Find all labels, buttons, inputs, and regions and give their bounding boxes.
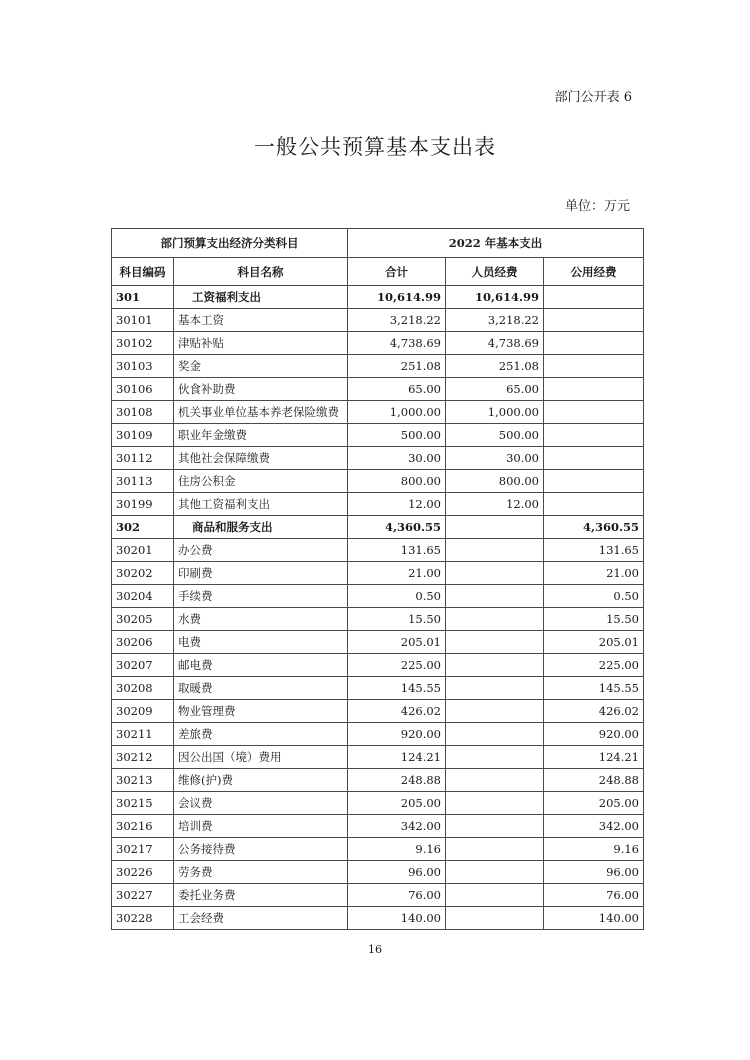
row-code: 30204: [112, 585, 174, 608]
row-name: 因公出国（境）费用: [174, 746, 348, 769]
row-name: 劳务费: [174, 861, 348, 884]
unit-label: 单位：万元: [564, 199, 630, 214]
row-personnel: [446, 884, 544, 907]
row-name: 手续费: [174, 585, 348, 608]
table-row: [112, 516, 644, 539]
row-total: 30.00: [348, 447, 446, 470]
row-name: 商品和服务支出: [174, 516, 348, 539]
row-personnel: 30.00: [446, 447, 544, 470]
row-code: 30208: [112, 677, 174, 700]
row-code: 30113: [112, 470, 174, 493]
row-code: 30226: [112, 861, 174, 884]
row-personnel: [446, 861, 544, 884]
row-code: 301: [112, 286, 174, 309]
row-name: 水费: [174, 608, 348, 631]
row-total: 131.65: [348, 539, 446, 562]
row-total: 225.00: [348, 654, 446, 677]
row-name: 津贴补贴: [174, 332, 348, 355]
row-public: [544, 424, 644, 447]
table-row: [112, 562, 644, 585]
row-name: 其他社会保障缴费: [174, 447, 348, 470]
row-public: [544, 470, 644, 493]
row-code: 302: [112, 516, 174, 539]
row-code: 30213: [112, 769, 174, 792]
row-name: 公务接待费: [174, 838, 348, 861]
row-personnel: 800.00: [446, 470, 544, 493]
row-name: 住房公积金: [174, 470, 348, 493]
row-total: 140.00: [348, 907, 446, 930]
table-row: [112, 815, 644, 838]
row-name: 办公费: [174, 539, 348, 562]
row-code: 30201: [112, 539, 174, 562]
row-name: 维修(护)费: [174, 769, 348, 792]
row-name: 奖金: [174, 355, 348, 378]
row-total: 9.16: [348, 838, 446, 861]
row-personnel: [446, 907, 544, 930]
row-public: [544, 493, 644, 516]
row-personnel: [446, 562, 544, 585]
row-code: 30103: [112, 355, 174, 378]
table-row: [112, 539, 644, 562]
row-personnel: [446, 631, 544, 654]
row-public: [544, 309, 644, 332]
column-header-name: 科目名称: [174, 258, 348, 286]
row-total: 10,614.99: [348, 286, 446, 309]
row-public: 342.00: [544, 815, 644, 838]
row-name: 工会经费: [174, 907, 348, 930]
row-code: 30209: [112, 700, 174, 723]
table-row: [112, 424, 644, 447]
row-personnel: [446, 516, 544, 539]
row-code: 30205: [112, 608, 174, 631]
row-code: 30112: [112, 447, 174, 470]
row-personnel: 500.00: [446, 424, 544, 447]
row-public: 205.01: [544, 631, 644, 654]
form-number: 部门公开表 6: [554, 90, 632, 105]
row-public: [544, 447, 644, 470]
row-personnel: [446, 746, 544, 769]
row-public: 225.00: [544, 654, 644, 677]
row-code: 30228: [112, 907, 174, 930]
row-public: 124.21: [544, 746, 644, 769]
row-personnel: 251.08: [446, 355, 544, 378]
row-name: 印刷费: [174, 562, 348, 585]
row-public: [544, 355, 644, 378]
row-total: 12.00: [348, 493, 446, 516]
row-public: 920.00: [544, 723, 644, 746]
row-personnel: 65.00: [446, 378, 544, 401]
table-row: [112, 309, 644, 332]
row-code: 30216: [112, 815, 174, 838]
row-public: 9.16: [544, 838, 644, 861]
header-classification: 部门预算支出经济分类科目: [112, 229, 348, 258]
row-total: 96.00: [348, 861, 446, 884]
header-basic-expenditure: 2022 年基本支出: [348, 229, 644, 258]
table-row: [112, 677, 644, 700]
row-public: [544, 332, 644, 355]
table-row: [112, 378, 644, 401]
row-code: 30109: [112, 424, 174, 447]
row-total: 800.00: [348, 470, 446, 493]
row-public: 76.00: [544, 884, 644, 907]
row-personnel: [446, 769, 544, 792]
column-header-total: 合计: [348, 258, 446, 286]
row-code: 30106: [112, 378, 174, 401]
row-personnel: [446, 815, 544, 838]
table-row: [112, 470, 644, 493]
row-code: 30227: [112, 884, 174, 907]
row-name: 培训费: [174, 815, 348, 838]
row-total: 251.08: [348, 355, 446, 378]
row-name: 电费: [174, 631, 348, 654]
row-code: 30215: [112, 792, 174, 815]
row-public: [544, 378, 644, 401]
row-total: 15.50: [348, 608, 446, 631]
row-total: 426.02: [348, 700, 446, 723]
row-total: 4,738.69: [348, 332, 446, 355]
row-public: 426.02: [544, 700, 644, 723]
row-total: 21.00: [348, 562, 446, 585]
page-number: 16: [368, 943, 382, 956]
row-public: 145.55: [544, 677, 644, 700]
row-public: 205.00: [544, 792, 644, 815]
row-total: 76.00: [348, 884, 446, 907]
table-row: [112, 907, 644, 930]
row-personnel: [446, 700, 544, 723]
table-row: [112, 355, 644, 378]
row-total: 205.00: [348, 792, 446, 815]
row-code: 30102: [112, 332, 174, 355]
row-name: 机关事业单位基本养老保险缴费: [174, 401, 348, 424]
row-name: 取暖费: [174, 677, 348, 700]
row-public: 248.88: [544, 769, 644, 792]
row-name: 物业管理费: [174, 700, 348, 723]
row-public: 21.00: [544, 562, 644, 585]
row-total: 145.55: [348, 677, 446, 700]
row-code: 30202: [112, 562, 174, 585]
row-code: 30211: [112, 723, 174, 746]
row-code: 30207: [112, 654, 174, 677]
row-public: 96.00: [544, 861, 644, 884]
row-total: 0.50: [348, 585, 446, 608]
row-personnel: [446, 585, 544, 608]
row-personnel: [446, 539, 544, 562]
table-row: [112, 792, 644, 815]
row-name: 会议费: [174, 792, 348, 815]
row-total: 4,360.55: [348, 516, 446, 539]
column-header-code: 科目编码: [112, 258, 174, 286]
table-row: [112, 723, 644, 746]
budget-table: [111, 228, 644, 930]
page-title: 一般公共预算基本支出表: [254, 135, 496, 159]
row-name: 委托业务费: [174, 884, 348, 907]
row-total: 500.00: [348, 424, 446, 447]
row-public: 15.50: [544, 608, 644, 631]
row-personnel: 12.00: [446, 493, 544, 516]
table-row: [112, 447, 644, 470]
row-public: 0.50: [544, 585, 644, 608]
row-personnel: 3,218.22: [446, 309, 544, 332]
row-public: [544, 286, 644, 309]
row-public: 4,360.55: [544, 516, 644, 539]
row-public: 140.00: [544, 907, 644, 930]
row-personnel: 1,000.00: [446, 401, 544, 424]
column-header-public: 公用经费: [544, 258, 644, 286]
row-personnel: 4,738.69: [446, 332, 544, 355]
row-code: 30101: [112, 309, 174, 332]
table-row: [112, 700, 644, 723]
row-name: 邮电费: [174, 654, 348, 677]
row-name: 基本工资: [174, 309, 348, 332]
row-total: 3,218.22: [348, 309, 446, 332]
row-name: 工资福利支出: [174, 286, 348, 309]
row-personnel: 10,614.99: [446, 286, 544, 309]
table-row: [112, 608, 644, 631]
column-header-personnel: 人员经费: [446, 258, 544, 286]
row-name: 其他工资福利支出: [174, 493, 348, 516]
table-row: [112, 838, 644, 861]
row-name: 伙食补助费: [174, 378, 348, 401]
row-total: 1,000.00: [348, 401, 446, 424]
table-row: [112, 884, 644, 907]
row-code: 30199: [112, 493, 174, 516]
table-body: [112, 286, 644, 930]
table-row: [112, 332, 644, 355]
row-personnel: [446, 838, 544, 861]
table-row: [112, 654, 644, 677]
table-row: [112, 861, 644, 884]
row-total: 248.88: [348, 769, 446, 792]
table-row: [112, 493, 644, 516]
row-total: 65.00: [348, 378, 446, 401]
table-row: [112, 631, 644, 654]
row-personnel: [446, 654, 544, 677]
table-row: [112, 769, 644, 792]
row-code: 30206: [112, 631, 174, 654]
row-personnel: [446, 723, 544, 746]
row-total: 920.00: [348, 723, 446, 746]
row-public: [544, 401, 644, 424]
row-personnel: [446, 608, 544, 631]
table-row: [112, 401, 644, 424]
row-public: 131.65: [544, 539, 644, 562]
row-total: 124.21: [348, 746, 446, 769]
row-name: 职业年金缴费: [174, 424, 348, 447]
row-personnel: [446, 677, 544, 700]
row-code: 30217: [112, 838, 174, 861]
row-code: 30212: [112, 746, 174, 769]
table-row: [112, 286, 644, 309]
table-row: [112, 585, 644, 608]
row-personnel: [446, 792, 544, 815]
row-name: 差旅费: [174, 723, 348, 746]
row-total: 205.01: [348, 631, 446, 654]
row-total: 342.00: [348, 815, 446, 838]
table-row: [112, 746, 644, 769]
row-code: 30108: [112, 401, 174, 424]
